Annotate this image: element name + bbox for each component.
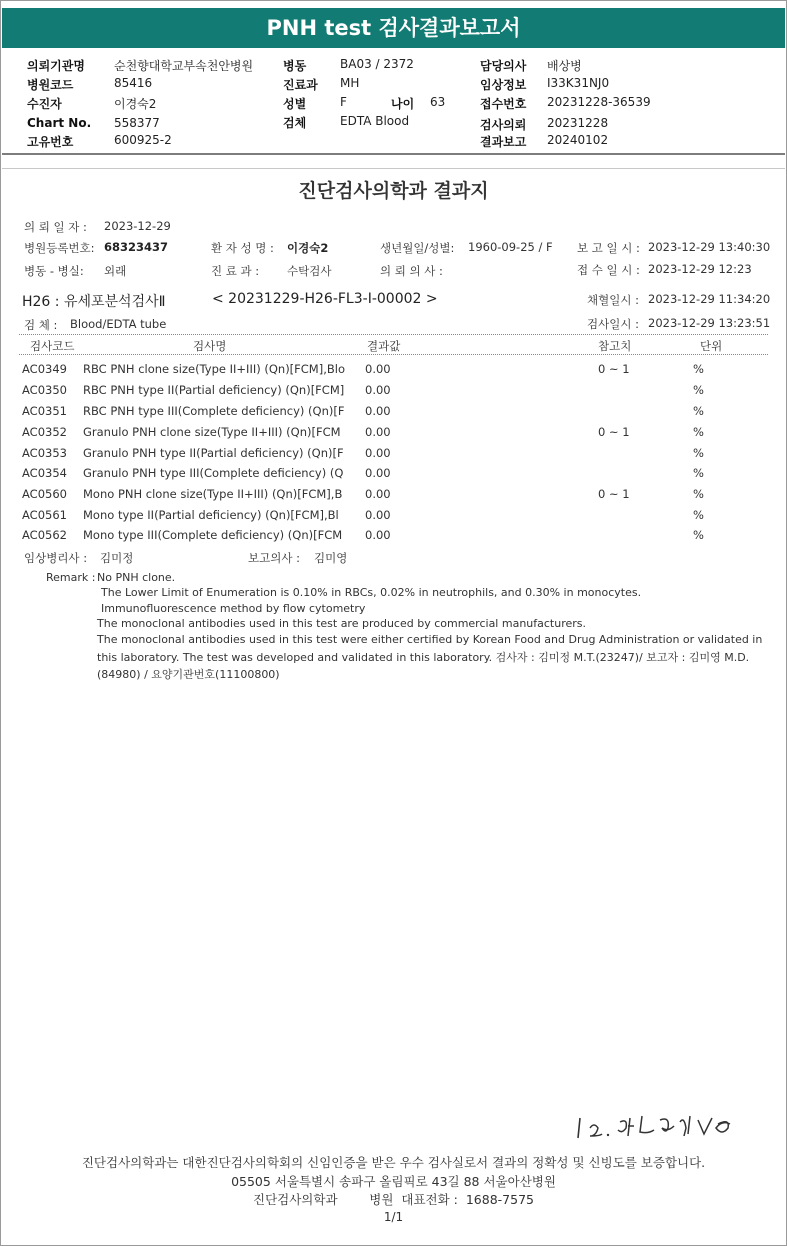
row-unit: % — [693, 466, 704, 480]
header-label: 임상정보 — [480, 78, 527, 92]
specimen-label: 검 체 : — [24, 318, 58, 332]
remark-label: Remark : — [46, 571, 96, 584]
request-date: 2023-12-29 — [104, 219, 171, 233]
table-divider — [19, 334, 768, 335]
row-result: 0.00 — [365, 404, 391, 418]
row-unit: % — [693, 425, 704, 439]
col-header-name: 검사명 — [193, 339, 227, 353]
receipt-date-label: 접 수 일 시 : — [577, 263, 640, 277]
report-date-label: 보 고 일 시 : — [577, 241, 640, 255]
test-group: H26 : 유세포분석검사Ⅱ — [22, 294, 166, 310]
row-result: 0.00 — [365, 383, 391, 397]
row-name: Mono type III(Complete deficiency) (Qn)[FCM — [83, 528, 343, 542]
exam-time: 2023-12-29 13:23:51 — [648, 316, 771, 330]
header-label: 병원코드 — [27, 78, 74, 92]
header-label: 고유번호 — [27, 135, 74, 149]
col-header-code: 검사코드 — [30, 339, 75, 353]
header-value: 85416 — [114, 76, 153, 90]
header-value: 20231228-36539 — [547, 95, 651, 109]
header-label: 담당의사 — [480, 59, 527, 73]
row-name: Granulo PNH clone size(Type II+III) (Qn)[FCM — [83, 425, 341, 439]
collect-time: 2023-12-29 11:34:20 — [648, 292, 771, 306]
row-code: AC0351 — [22, 404, 67, 418]
row-code: AC0561 — [22, 508, 67, 522]
remark-line: (84980) / 요양기관번호(11100800) — [97, 668, 280, 681]
header-label: 검사의뢰 — [480, 118, 527, 132]
page-number: 1/1 — [383, 1210, 404, 1224]
row-result: 0.00 — [365, 487, 391, 501]
row-name: RBC PNH type III(Complete deficiency) (Qn)[F — [83, 404, 345, 418]
remark-line: No PNH clone. — [97, 571, 176, 584]
row-code: AC0352 — [22, 425, 67, 439]
row-unit: % — [693, 508, 704, 522]
row-name: RBC PNH type II(Partial deficiency) (Qn)[FCM] — [83, 383, 345, 397]
row-result: 0.00 — [365, 528, 391, 542]
row-result: 0.00 — [365, 362, 391, 376]
row-name: Mono type II(Partial deficiency) (Qn)[FCM],Bl — [83, 508, 339, 522]
report-banner-title: PNH test 검사결과보고서 — [2, 8, 785, 48]
row-unit: % — [693, 446, 704, 460]
row-name: RBC PNH clone size(Type II+III) (Qn)[FCM],Blo — [83, 362, 345, 376]
row-ref: 0 ~ 1 — [598, 362, 630, 376]
row-unit: % — [693, 487, 704, 501]
request-date-label: 의 뢰 일 자 : — [24, 220, 87, 234]
signature-image — [572, 1108, 742, 1144]
header-label: Chart No. — [27, 116, 92, 130]
row-name: Granulo PNH type II(Partial deficiency) (Qn)[F — [83, 446, 344, 460]
remark-line: Immunofluorescence method by flow cytometry — [101, 602, 366, 615]
reporter-label: 보고의사 : — [248, 551, 300, 565]
header-label: 의뢰기관명 — [27, 59, 85, 73]
header-value: 20240102 — [547, 133, 609, 147]
header-value: 558377 — [114, 116, 160, 130]
row-ref: 0 ~ 1 — [598, 487, 630, 501]
header-value: 순천향대학교부속천안병원 — [114, 59, 254, 73]
ward-label: 병동 - 병실: — [24, 264, 84, 278]
remark-line: The monoclonal antibodies used in this test are produced by commercial manufacturers. — [97, 617, 587, 630]
header-divider-thin — [2, 168, 785, 169]
remark-line: The Lower Limit of Enumeration is 0.10% in RBCs, 0.02% in neutrophils, and 0.30% in monocytes. — [101, 586, 642, 599]
dept: 수탁검사 — [287, 264, 332, 278]
row-code: AC0562 — [22, 528, 67, 542]
header-divider — [2, 153, 785, 155]
row-name: Mono PNH clone size(Type II+III) (Qn)[FCM],B — [83, 487, 343, 501]
test-id: < 20231229-H26-FL3-I-00002 > — [212, 291, 438, 307]
footer-accreditation: 진단검사의학과는 대한진단검사의학회의 신임인증을 받은 우수 검사실로서 결과의 정확성 및 신빙도를 보증합니다. — [81, 1155, 706, 1170]
remark-line: The monoclonal antibodies used in this test were either certified by Korean Food and Drug Administration or validated in — [97, 633, 763, 646]
row-code: AC0349 — [22, 362, 67, 376]
header-label: 검체 — [283, 116, 307, 130]
remark-line: this laboratory. The test was developed and validated in this laboratory. 검사자 : 김미정 M.T.(23247)/ 보고자 : 김미영 M.D. — [97, 651, 750, 664]
footer-address: 05505 서울특별시 송파구 올림픽로 43길 88 서울아산병원 — [231, 1174, 556, 1189]
row-result: 0.00 — [365, 466, 391, 480]
row-code: AC0560 — [22, 487, 67, 501]
row-code: AC0350 — [22, 383, 67, 397]
row-unit: % — [693, 404, 704, 418]
patient-name-label: 환 자 성 명 : — [211, 241, 274, 255]
reporter: 김미영 — [314, 551, 348, 565]
dept-label: 진 료 과 : — [211, 264, 260, 278]
header-label: 결과보고 — [480, 135, 527, 149]
header-value: F — [340, 95, 347, 109]
row-name: Granulo PNH type III(Complete deficiency) (Q — [83, 466, 344, 480]
row-result: 0.00 — [365, 425, 391, 439]
patient-name: 이경숙2 — [287, 241, 329, 255]
header-value: BA03 / 2372 — [340, 57, 414, 71]
reg-no: 68323437 — [104, 240, 169, 254]
pathologist-label: 임상병리사 : — [24, 551, 88, 565]
col-header-unit: 단위 — [700, 339, 723, 353]
header-label: 병동 — [283, 59, 307, 73]
report-date: 2023-12-29 13:40:30 — [648, 240, 771, 254]
header-label: 접수번호 — [480, 97, 527, 111]
row-result: 0.00 — [365, 446, 391, 460]
specimen: Blood/EDTA tube — [70, 317, 167, 331]
table-divider — [19, 354, 768, 355]
col-header-ref: 참고치 — [598, 339, 632, 353]
header-value: EDTA Blood — [340, 114, 410, 128]
header-label: 수진자 — [27, 97, 62, 111]
reg-no-label: 병원등록번호: — [24, 241, 95, 255]
row-unit: % — [693, 362, 704, 376]
header-value: 600925-2 — [114, 133, 172, 147]
col-header-result: 결과값 — [367, 339, 401, 353]
collect-time-label: 채혈일시 : — [587, 293, 639, 307]
header-label: 진료과 — [283, 78, 318, 92]
header-value: 이경숙2 — [114, 97, 157, 111]
row-code: AC0353 — [22, 446, 67, 460]
row-code: AC0354 — [22, 466, 67, 480]
dob-label: 생년월일/성별: — [380, 241, 455, 255]
row-result: 0.00 — [365, 508, 391, 522]
row-unit: % — [693, 383, 704, 397]
footer-contact: 진단검사의학과 병원 대표전화 : 1688-7575 — [253, 1192, 534, 1207]
header-value: 63 — [430, 95, 446, 109]
report-title: 진단검사의학과 결과지 — [298, 180, 489, 202]
header-value: 20231228 — [547, 116, 609, 130]
header-label: 성별 — [283, 97, 307, 111]
header-value: 배상병 — [547, 59, 582, 73]
row-unit: % — [693, 528, 704, 542]
pathologist: 김미정 — [100, 551, 134, 565]
header-value: MH — [340, 76, 360, 90]
header-value: I33K31NJ0 — [547, 76, 610, 90]
ward: 외래 — [104, 264, 127, 278]
doctor-label: 의 뢰 의 사 : — [380, 264, 443, 278]
exam-time-label: 검사일시 : — [587, 317, 639, 331]
receipt-date: 2023-12-29 12:23 — [648, 262, 752, 276]
row-ref: 0 ~ 1 — [598, 425, 630, 439]
dob: 1960-09-25 / F — [468, 240, 553, 254]
header-label: 나이 — [391, 97, 415, 111]
